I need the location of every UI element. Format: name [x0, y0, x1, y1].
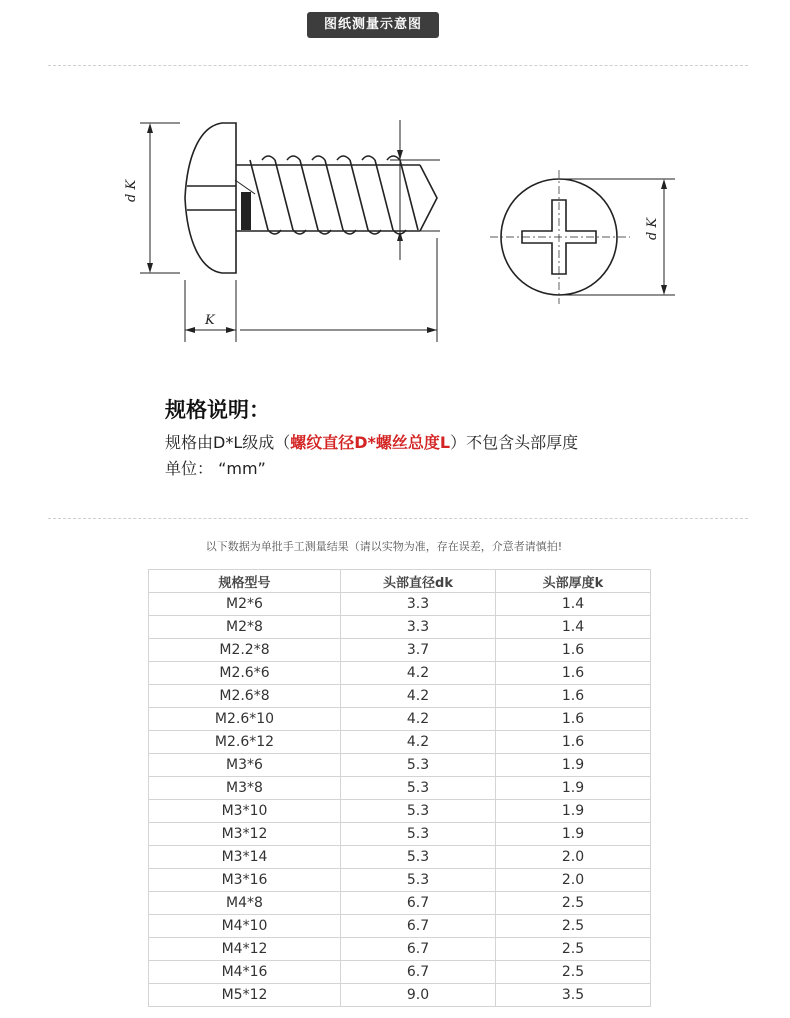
- table-row: [149, 777, 651, 800]
- cell-model: M2.6*6: [149, 662, 341, 685]
- cell-head-diameter: 5.3: [341, 869, 496, 892]
- cell-head-diameter: 4.2: [341, 731, 496, 754]
- cell-model: M3*14: [149, 846, 341, 869]
- cell-head-diameter: 9.0: [341, 984, 496, 1007]
- cell-head-diameter: 6.7: [341, 961, 496, 984]
- cell-head-diameter: 3.3: [341, 593, 496, 616]
- table-row: [149, 685, 651, 708]
- cell-head-diameter: 4.2: [341, 685, 496, 708]
- table-row: [149, 892, 651, 915]
- cell-model: M4*12: [149, 938, 341, 961]
- table-row: [149, 639, 651, 662]
- table-row: [149, 800, 651, 823]
- cell-head-thickness: 2.5: [496, 938, 651, 961]
- cell-head-diameter: 5.3: [341, 777, 496, 800]
- cell-head-thickness: 2.0: [496, 846, 651, 869]
- cell-model: M2.6*12: [149, 731, 341, 754]
- cell-head-diameter: 5.3: [341, 800, 496, 823]
- cell-head-thickness: 2.5: [496, 961, 651, 984]
- spec-line-1-prefix: 规格由D*L级成（: [165, 433, 291, 452]
- cell-head-thickness: 3.5: [496, 984, 651, 1007]
- cell-head-thickness: 1.4: [496, 616, 651, 639]
- cell-head-thickness: 1.9: [496, 823, 651, 846]
- cell-model: M3*6: [149, 754, 341, 777]
- screw-head-side: [185, 123, 236, 273]
- cell-head-diameter: 6.7: [341, 915, 496, 938]
- header-head-thickness: 头部厚度k: [496, 570, 651, 593]
- spec-line-1-highlight: 螺纹直径D*螺丝总度L: [290, 433, 451, 452]
- cell-head-thickness: 2.5: [496, 892, 651, 915]
- screw-drawing: [0, 90, 790, 360]
- cell-model: M2*8: [149, 616, 341, 639]
- cell-model: M4*16: [149, 961, 341, 984]
- divider-top: [48, 65, 748, 66]
- cell-head-thickness: 1.9: [496, 754, 651, 777]
- thread-lines: [250, 156, 418, 234]
- table-row: [149, 915, 651, 938]
- cell-head-thickness: 1.6: [496, 731, 651, 754]
- cell-model: M5*12: [149, 984, 341, 1007]
- cell-head-thickness: 1.6: [496, 639, 651, 662]
- spec-section: [165, 394, 578, 482]
- cell-model: M3*12: [149, 823, 341, 846]
- table-header-row: [149, 570, 651, 593]
- table-row: [149, 869, 651, 892]
- table-row: [149, 984, 651, 1007]
- dk-label-left: d K: [124, 179, 139, 202]
- spec-title: 规格说明：: [165, 398, 270, 422]
- page-title: 图纸测量示意图: [307, 12, 439, 38]
- cell-head-thickness: 2.0: [496, 869, 651, 892]
- cell-head-thickness: 2.5: [496, 915, 651, 938]
- spec-line-2: 单位： “mm”: [165, 459, 266, 478]
- cell-model: M2.6*10: [149, 708, 341, 731]
- table-row: [149, 754, 651, 777]
- header-model: 规格型号: [149, 570, 341, 593]
- table-row: [149, 593, 651, 616]
- table-row: [149, 938, 651, 961]
- cell-model: M2*6: [149, 593, 341, 616]
- spec-line-1: [165, 430, 578, 456]
- cell-head-diameter: 3.3: [341, 616, 496, 639]
- cell-model: M3*10: [149, 800, 341, 823]
- cell-head-diameter: 5.3: [341, 823, 496, 846]
- cell-model: M3*16: [149, 869, 341, 892]
- cell-head-diameter: 3.7: [341, 639, 496, 662]
- table-row: [149, 662, 651, 685]
- table-row: [149, 846, 651, 869]
- dk-label-right: d K: [645, 217, 660, 240]
- cell-head-diameter: 6.7: [341, 892, 496, 915]
- table-row: [149, 731, 651, 754]
- k-label: K: [205, 313, 215, 328]
- cell-head-thickness: 1.9: [496, 800, 651, 823]
- cell-head-thickness: 1.6: [496, 662, 651, 685]
- divider-middle: [48, 518, 748, 519]
- table-row: [149, 708, 651, 731]
- cell-model: M4*8: [149, 892, 341, 915]
- cell-head-thickness: 1.6: [496, 708, 651, 731]
- cell-model: M4*10: [149, 915, 341, 938]
- cell-model: M2.2*8: [149, 639, 341, 662]
- cell-head-thickness: 1.4: [496, 593, 651, 616]
- table-row: [149, 616, 651, 639]
- cell-head-thickness: 1.6: [496, 685, 651, 708]
- spec-line-1-suffix: ）不包含头部厚度: [450, 433, 579, 452]
- cell-head-diameter: 5.3: [341, 754, 496, 777]
- cell-model: M3*8: [149, 777, 341, 800]
- table-row: [149, 823, 651, 846]
- cell-head-diameter: 4.2: [341, 662, 496, 685]
- header-head-diameter: 头部直径dk: [341, 570, 496, 593]
- cell-model: M2.6*8: [149, 685, 341, 708]
- cell-head-diameter: 6.7: [341, 938, 496, 961]
- measurement-note: 以下数据为单批手工测量结果（请以实物为准，存在误差，介意者请慎拍!: [205, 540, 563, 553]
- cell-head-thickness: 1.9: [496, 777, 651, 800]
- cell-head-diameter: 4.2: [341, 708, 496, 731]
- cell-head-diameter: 5.3: [341, 846, 496, 869]
- dimension-table: [148, 569, 651, 1007]
- table-row: [149, 961, 651, 984]
